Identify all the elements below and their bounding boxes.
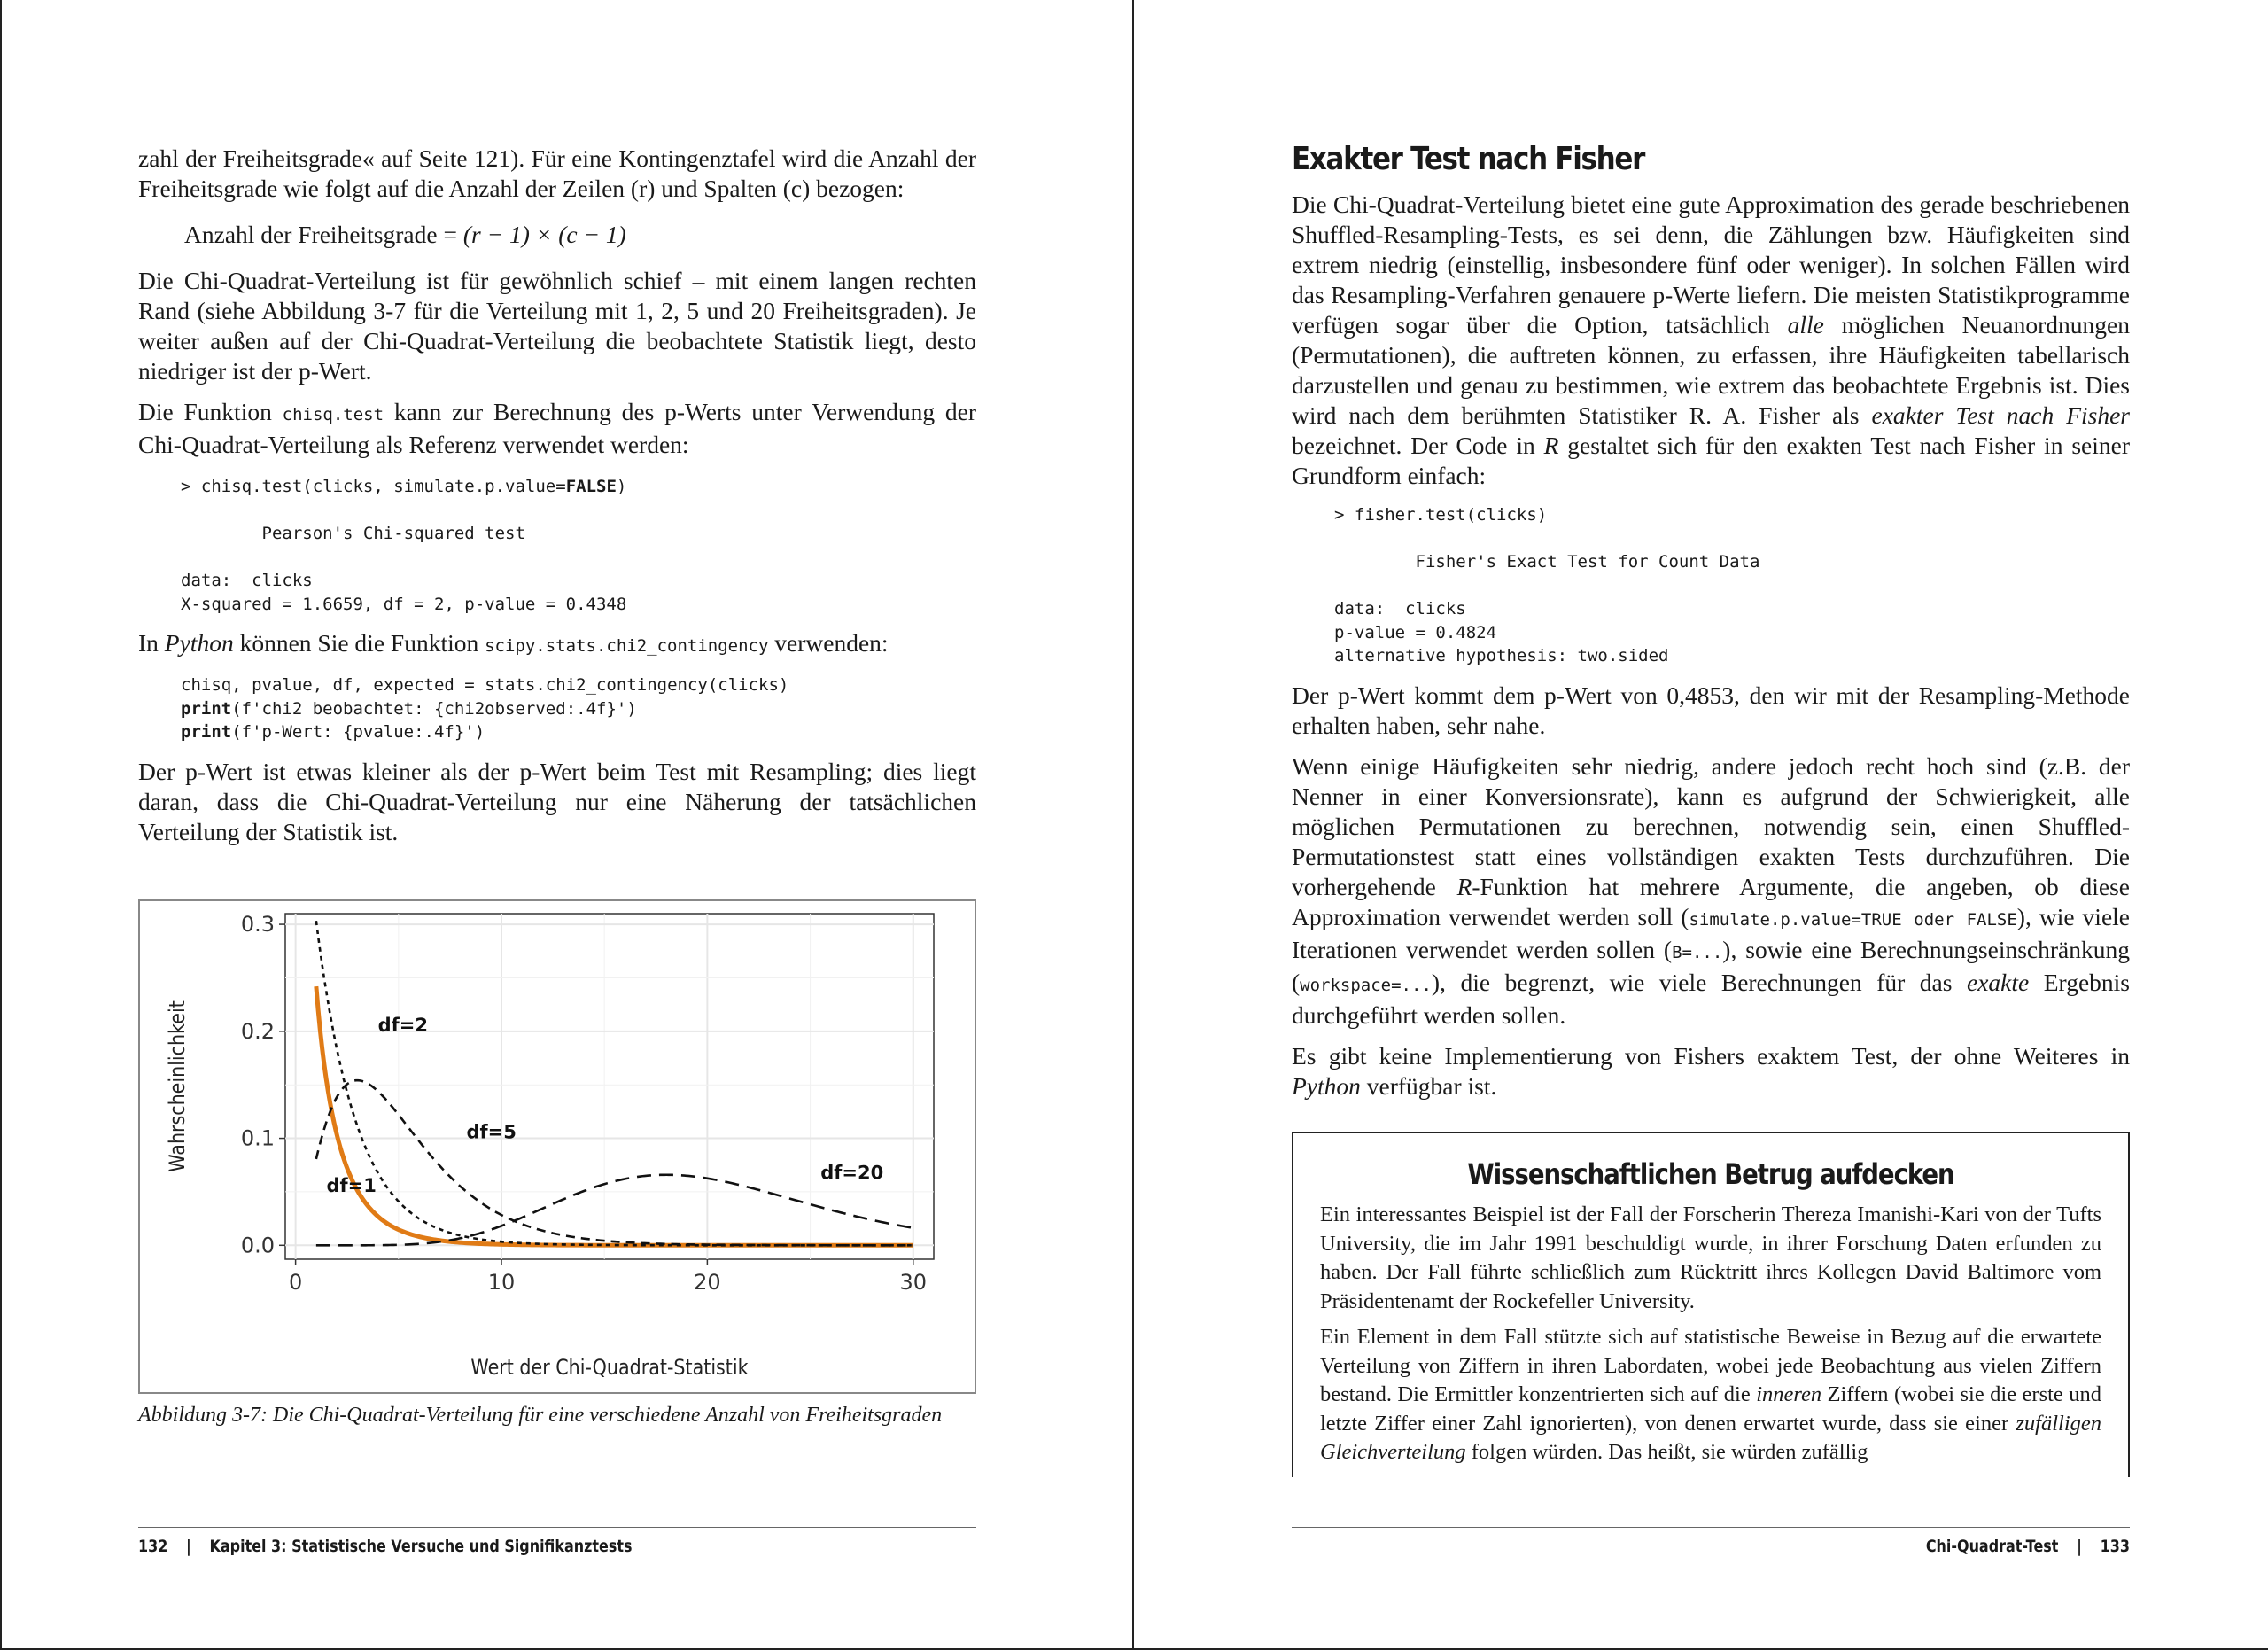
- code-line: chisq, pvalue, df, expected = stats.chi2_contingency(clicks): [181, 675, 789, 695]
- x-tick-label: 0: [288, 1270, 303, 1295]
- code-block-fisher: [1334, 503, 2130, 668]
- emphasis-exakter-test: exakter Test nach Fisher: [1871, 401, 2130, 429]
- paragraph-2: Der p-Wert kommt dem p-Wert von 0,4853, den wir mit der Resampling-Methode erhalten haben, sehr nahe.: [1292, 681, 2130, 739]
- paragraph-3-text-f: Ergebnis durchgeführt werden sollen.: [1292, 968, 2130, 1029]
- paragraph-5: Der p-Wert ist etwas kleiner als der p-Wert beim Test mit Resampling; dies liegt daran, dass die Chi-Quadrat-Verteilung nur eine Näherung der tatsächlichen Verteilung der Statistik ist.: [138, 757, 976, 845]
- emphasis-python: Python: [1292, 1071, 1361, 1100]
- inline-code-chisq: chisq.test: [282, 405, 384, 424]
- sidebar-paragraph-2-text-c: folgen würden. Das heißt, sie würden zufällig: [1465, 1440, 1868, 1464]
- figure-caption: Abbildung 3-7: Die Chi-Quadrat-Verteilung für eine verschiedene Anzahl von Freiheitsgraden: [138, 1404, 943, 1427]
- paragraph-4-text-c: verwenden:: [768, 629, 889, 657]
- paragraph-2: Die Chi-Quadrat-Verteilung ist für gewöhnlich schief – mit einem langen rechten Rand (siehe Abbildung 3-7 für die Verteilung mit 1, 2, 5 und 20 Freiheitsgraden). Je weiter außen auf der Chi-Quadrat-Verteilung die beobachtete Statistik liegt, desto niedriger ist der p-Wert.: [138, 267, 976, 385]
- code-line: ): [616, 477, 627, 496]
- emphasis-exakte: exakte: [1966, 968, 2030, 996]
- series-label-df-5: df=5: [466, 1121, 517, 1143]
- code-line: (f'p-Wert: {pvalue:.4f}'): [231, 722, 485, 742]
- x-axis-label: Wert der Chi-Quadrat-Statistik: [470, 1355, 749, 1381]
- x-tick-label: 30: [899, 1270, 928, 1295]
- code-block-python: [181, 673, 976, 744]
- y-tick-label: 0.2: [240, 1018, 275, 1044]
- formula-label: Anzahl der Freiheitsgrade =: [184, 221, 463, 248]
- paragraph-3-text-a: Wenn einige Häufigkeiten sehr niedrig, andere jedoch recht hoch sind (z.B. der Nenner in einer Konversionsrate), kann es aufgrund der Schwierigkeit, alle möglichen Permutationen zu berechnen, notwendig sein, einen Shuffled-Permutationstest statt eines vollständigen exakten Tests durchzuführen. Die vorhergehende: [1292, 751, 2130, 900]
- x-tick-label: 10: [487, 1270, 516, 1295]
- code-line: p-value = 0.4824: [1334, 622, 1497, 642]
- page-number: 132: [138, 1537, 168, 1556]
- inline-code-scipy: scipy.stats.chi2_contingency: [485, 636, 769, 656]
- chapter-title: Kapitel 3: Statistische Versuche und Signifikanztests: [209, 1537, 633, 1556]
- sidebar-paragraph-1: Ein interessantes Beispiel ist der Fall der Forscherin Thereza Imanishi-Kari von der Tufts University, die im Jahr 1991 beschuldigt wurde, in ihrer Forschung Daten erfunden zu haben. Der Fall führte schließlich zum Rücktritt ihres Kollegen David Baltimore vom Präsidentenamt der Rockefeller University.: [1320, 1202, 2101, 1313]
- paragraph-1-text-b: möglichen Neuanordnungen (Permutationen), die auftreten können, zu erfassen, ihre Häufigkeiten tabellarisch darzustellen und genau zu bestimmen, wie extrem das beobachtete Ergebnis ist. Dies wird nach dem berühmten Statistiker R. A. Fisher als: [1292, 311, 2130, 429]
- paragraph-3-text-c: ), wie viele Iterationen verwendet werden sollen (: [1292, 902, 2130, 963]
- code-line: (f'chi2 beobachtet: {chi2observed:.4f}'): [231, 698, 637, 719]
- paragraph-1: zahl der Freiheitsgrade« auf Seite 121). Für eine Kontingenztafel wird die Anzahl der Freiheitsgrade wie folgt auf die Anzahl der Zeilen (r) und Spalten (c) bezogen:: [138, 144, 976, 202]
- sidebar-paragraph-2: [1320, 1323, 2101, 1467]
- series-label-df-2: df=2: [377, 1014, 428, 1036]
- y-tick-label: 0.3: [240, 912, 275, 938]
- paragraph-3: [138, 397, 976, 460]
- paragraph-4-text-a: In: [138, 629, 165, 657]
- emphasis-r: R: [1543, 432, 1559, 459]
- emphasis-inneren: inneren: [1756, 1382, 1822, 1406]
- footer-separator: |: [2077, 1537, 2082, 1556]
- code-keyword: FALSE: [565, 477, 617, 496]
- footer-left: [138, 1537, 633, 1556]
- page-number: 133: [2100, 1537, 2130, 1556]
- right-page: [1134, 0, 2268, 1650]
- paragraph-4: [138, 628, 976, 661]
- code-line: data: clicks: [181, 571, 313, 590]
- code-line: alternative hypothesis: two.sided: [1334, 646, 1669, 665]
- emphasis-r: R: [1456, 872, 1472, 900]
- code-line: X-squared = 1.6659, df = 2, p-value = 0.4348: [181, 594, 627, 614]
- paragraph-1-text-a: Die Chi-Quadrat-Verteilung bietet eine gute Approximation des gerade beschriebenen Shuffled-Resampling-Tests, es sei denn, die Zählungen bzw. Häufigkeiten sind extrem niedrig (einstellig, insbesondere fünf oder weniger). In solchen Fällen wird das Resampling-Verfahren genauere p-Werte liefern. Die meisten Statistikprogramme verfügen sogar über die Option, tatsächlich: [1292, 191, 2130, 339]
- code-line: Fisher's Exact Test for Count Data: [1334, 552, 1760, 572]
- paragraph-3-text-b: kann zur Berechnung des p-Werts unter Verwendung der Chi-Quadrat-Verteilung als Referenz verwendet werden:: [138, 398, 977, 458]
- section-heading: Exakter Test nach Fisher: [1292, 141, 1645, 177]
- right-text-column: [1292, 140, 2130, 1101]
- code-block-chisq: [181, 475, 976, 616]
- section-title: Chi-Quadrat-Test: [1925, 1537, 2059, 1556]
- paragraph-1: [1292, 190, 2130, 491]
- paragraph-3-text-a: Die Funktion: [138, 398, 283, 425]
- inline-code-workspace: workspace=...: [1300, 975, 1432, 995]
- page-border-left: [0, 0, 2, 1650]
- paragraph-4: [1292, 1041, 2130, 1101]
- paragraph-4-text-b: können Sie die Funktion: [233, 629, 485, 657]
- formula: [184, 220, 976, 250]
- paragraph-1-text-d: gestaltet sich für den exakten Test nach Fisher in seiner Grundform einfach:: [1292, 432, 2130, 489]
- footer-rule: [1292, 1527, 2130, 1528]
- left-text-column: [138, 144, 976, 847]
- series-label-df-1: df=1: [326, 1174, 377, 1196]
- y-tick-label: 0.1: [240, 1125, 275, 1151]
- code-line: Pearson's Chi-squared test: [181, 524, 525, 543]
- footer-rule: [138, 1527, 976, 1528]
- series-label-df-20: df=20: [820, 1162, 884, 1184]
- paragraph-3-text-e: ), die begrenzt, wie viele Berechnungen für das: [1431, 968, 1967, 996]
- code-keyword: print: [181, 698, 232, 719]
- x-tick-label: 20: [694, 1270, 721, 1295]
- code-line: > chisq.test(clicks, simulate.p.value=: [181, 477, 566, 496]
- emphasis-python: Python: [164, 629, 234, 657]
- emphasis-alle: alle: [1787, 311, 1824, 339]
- y-axis-label: Wahrscheinlichkeit: [165, 1000, 190, 1172]
- inline-code-b: B=...: [1672, 942, 1723, 962]
- paragraph-3-text-d: ), sowie eine Berechnungseinschränkung (: [1292, 935, 2130, 996]
- footer-right: [1926, 1537, 2130, 1556]
- paragraph-4-text-b: verfügbar ist.: [1360, 1071, 1497, 1100]
- emphasis-gleichverteilung: zufälligen Gleichverteilung: [1320, 1411, 2101, 1464]
- plot-panel: [285, 914, 934, 1259]
- sidebar-paragraph-2-text-b: Ziffern (wobei sie die erste und letzte Ziffer einer Zahl ignorierten), von denen erwartet wurde, dass sie einer: [1320, 1382, 2102, 1436]
- footer-separator: |: [186, 1537, 191, 1556]
- formula-expression: (r − 1) × (c − 1): [462, 221, 626, 248]
- paragraph-3: [1292, 751, 2130, 1031]
- sidebar-paragraph-2-text-a: Ein Element in dem Fall stützte sich auf statistische Beweise in Bezug auf die erwartete Verteilung von Ziffern in ihren Labordaten, wobei jede Beobachtung aus vielen Ziffern bestand. Die Ermittler konzentrierten sich auf die: [1320, 1325, 2101, 1406]
- sidebar-title: Wissenschaftlichen Betrug aufdecken: [1467, 1157, 1954, 1191]
- sidebar-box: [1292, 1132, 2130, 1477]
- chi-square-chart: [140, 901, 975, 1392]
- code-line: > fisher.test(clicks): [1334, 505, 1548, 525]
- code-keyword: print: [181, 722, 232, 742]
- code-line: data: clicks: [1334, 599, 1466, 619]
- paragraph-3-text-b: -Funktion hat mehrere Argumente, die angeben, ob diese Approximation verwendet werden soll (: [1292, 872, 2130, 930]
- figure-chi-square: [138, 899, 976, 1394]
- paragraph-1-text-c: bezeichnet. Der Code in: [1292, 432, 1544, 459]
- inline-code-simulate: simulate.p.value=TRUE oder FALSE: [1689, 909, 2017, 930]
- paragraph-4-text-a: Es gibt keine Implementierung von Fishers exaktem Test, der ohne Weiteres in: [1292, 1041, 2130, 1070]
- y-tick-label: 0.0: [240, 1233, 275, 1258]
